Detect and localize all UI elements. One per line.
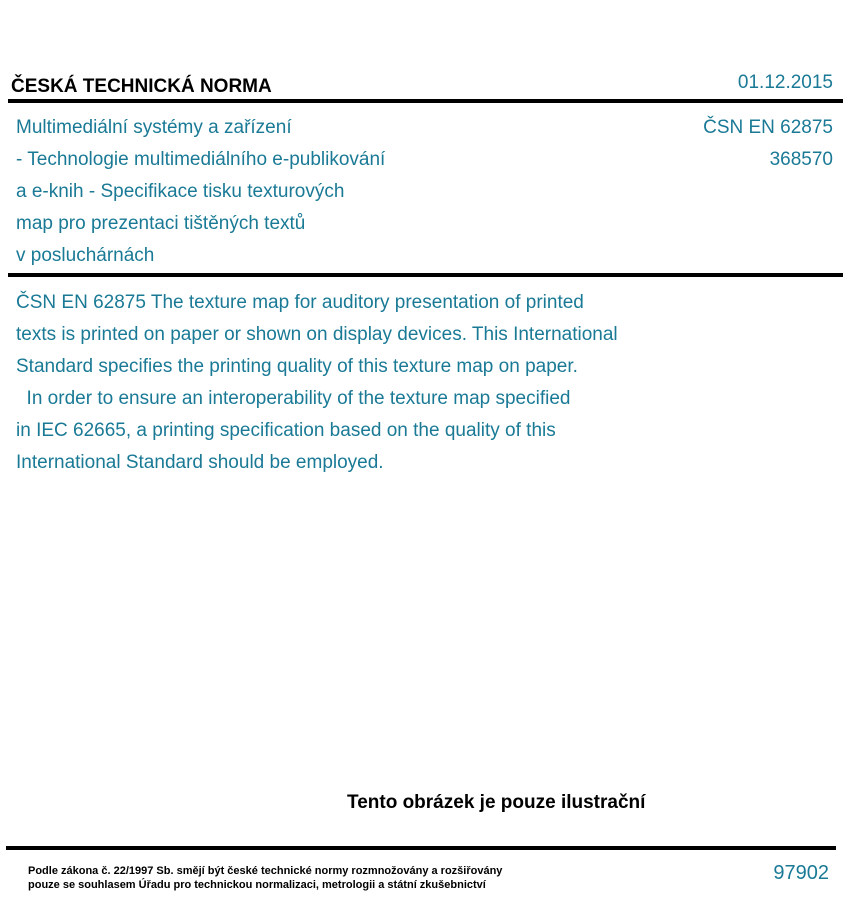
- illustration-note: Tento obrázek je pouze ilustrační: [347, 792, 646, 813]
- description-line-4: In order to ensure an interoperability of the texture map specified: [16, 388, 571, 409]
- subject-divider: [8, 273, 843, 277]
- classification-number: 368570: [769, 149, 833, 170]
- legal-notice-line-1: Podle zákona č. 22/1997 Sb. smějí být české technické normy rozmnožovány a rozšiřovány: [28, 865, 503, 877]
- norm-designation: ČSN EN 62875: [703, 117, 833, 138]
- subject-line-4: map pro prezentaci tištěných textů: [16, 213, 306, 234]
- norm-heading: ČESKÁ TECHNICKÁ NORMA: [11, 76, 272, 97]
- footer-divider: [6, 846, 836, 850]
- description-line-5: in IEC 62665, a printing specification based on the quality of this: [16, 420, 556, 441]
- description-line-3: Standard specifies the printing quality of this texture map on paper.: [16, 356, 578, 377]
- norm-date: 01.12.2015: [737, 72, 833, 93]
- legal-notice-line-2: pouze se souhlasem Úřadu pro technickou normalizaci, metrologii a státní zkušebnictví: [28, 879, 486, 891]
- subject-line-2: - Technologie multimediálního e-publikování: [16, 149, 386, 170]
- subject-line-1: Multimediální systémy a zařízení: [16, 117, 292, 138]
- subject-line-5: v posluchárnách: [16, 245, 155, 266]
- description-line-6: International Standard should be employed.: [16, 452, 384, 473]
- description-line-2: texts is printed on paper or shown on display devices. This International: [16, 324, 618, 345]
- header-divider: [8, 99, 843, 103]
- footer-number: 97902: [773, 862, 829, 884]
- description-line-1: ČSN EN 62875 The texture map for auditory presentation of printed: [16, 292, 584, 313]
- subject-line-3: a e-knih - Specifikace tisku texturových: [16, 181, 345, 202]
